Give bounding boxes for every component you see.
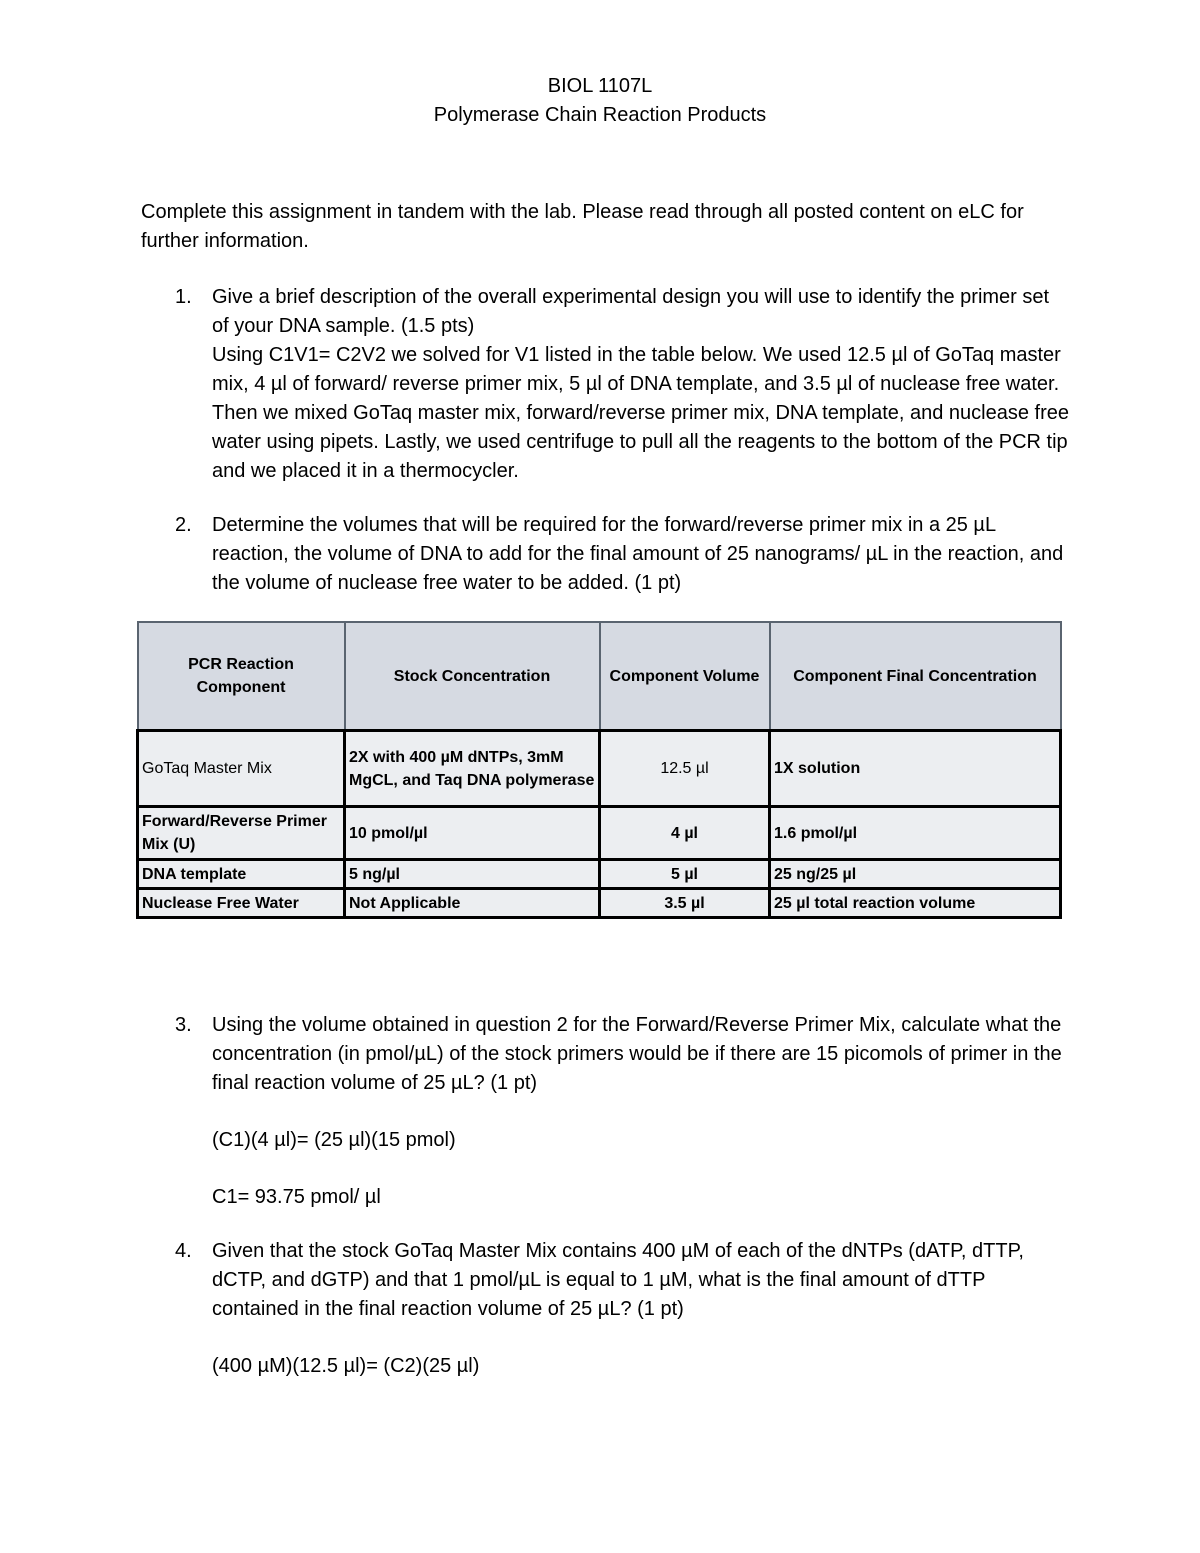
document-header (0, 72, 1200, 130)
equation-result: C1= 93.75 pmol/ µl (212, 1186, 381, 1208)
document-title: Polymerase Chain Reaction Products (433, 104, 767, 126)
table-cell: 5 µl (600, 860, 770, 889)
pcr-reaction-table (136, 621, 1062, 919)
course-code: BIOL 1107L (547, 75, 653, 97)
column-header: Component Final Concentration (770, 622, 1061, 731)
question-number: 3. (175, 1014, 192, 1036)
table-cell: Forward/Reverse Primer Mix (U) (138, 807, 345, 860)
column-header: Stock Concentration (345, 622, 600, 731)
equation: (400 µM)(12.5 µl)= (C2)(25 µl) (212, 1355, 480, 1377)
table-cell: 10 pmol/µl (345, 807, 600, 860)
table-cell: GoTaq Master Mix (138, 731, 345, 807)
table-header-row (138, 622, 1061, 731)
table-cell: 25 µl total reaction volume (770, 889, 1061, 918)
question-1 (141, 283, 1071, 486)
question-prompt: Given that the stock GoTaq Master Mix contains 400 µM of each of the dNTPs (dATP, dTTP, dCTP, and dGTP) and that 1 pmol/µL is equal to 1 µM, what is the final amount of dTTP contained in the final reaction volume of 25 µL? (1 pt) (212, 1240, 1024, 1320)
question-answer: Using C1V1= C2V2 we solved for V1 listed in the table below. We used 12.5 µl of GoTaq master mix, 4 µl of forward/ reverse primer mix, 5 µl of DNA template, and 3.5 µl of nuclease free water. Then we mixed GoTaq master mix, forward/reverse primer mix, DNA template, and nuclease free water using pipets. Lastly, we used centrifuge to pull all the reagents to the bottom of the PCR tip and we placed it in a thermocycler. (212, 344, 1069, 482)
table-cell: 4 µl (600, 807, 770, 860)
table-cell: 25 ng/25 µl (770, 860, 1061, 889)
table-cell: 1X solution (770, 731, 1061, 807)
table-row (138, 731, 1061, 807)
table-cell: 1.6 pmol/µl (770, 807, 1061, 860)
question-4 (141, 1237, 1071, 1381)
table-row (138, 860, 1061, 889)
question-prompt: Determine the volumes that will be required for the forward/reverse primer mix in a 25 µL reaction, the volume of DNA to add for the final amount of 25 nanograms/ µL in the reaction, and the volume of nuclease free water to be added. (1 pt) (212, 514, 1064, 594)
table-cell: 3.5 µl (600, 889, 770, 918)
question-2 (141, 511, 1071, 598)
question-prompt: Using the volume obtained in question 2 for the Forward/Reverse Primer Mix, calculate what the concentration (in pmol/µL) of the stock primers would be if there are 15 picomols of primer in the final reaction volume of 25 µL? (1 pt) (212, 1014, 1062, 1094)
table-cell: 2X with 400 µM dNTPs, 3mM MgCL, and Taq DNA polymerase (345, 731, 600, 807)
table-cell: DNA template (138, 860, 345, 889)
question-3 (141, 1011, 1071, 1212)
question-number: 4. (175, 1240, 192, 1262)
table-cell: Nuclease Free Water (138, 889, 345, 918)
question-number: 1. (175, 286, 192, 308)
equation: (C1)(4 µl)= (25 µl)(15 pmol) (212, 1129, 456, 1151)
question-prompt: Give a brief description of the overall experimental design you will use to identify the primer set of your DNA sample. (1.5 pts) (212, 286, 1050, 337)
column-header: Component Volume (600, 622, 770, 731)
table-row (138, 807, 1061, 860)
intro-paragraph: Complete this assignment in tandem with the lab. Please read through all posted content on eLC for further information. (141, 201, 1024, 252)
table-row (138, 889, 1061, 918)
table-cell: 5 ng/µl (345, 860, 600, 889)
column-header: PCR Reaction Component (138, 622, 345, 731)
table-cell: 12.5 µl (600, 731, 770, 807)
question-number: 2. (175, 514, 192, 536)
table-cell: Not Applicable (345, 889, 600, 918)
